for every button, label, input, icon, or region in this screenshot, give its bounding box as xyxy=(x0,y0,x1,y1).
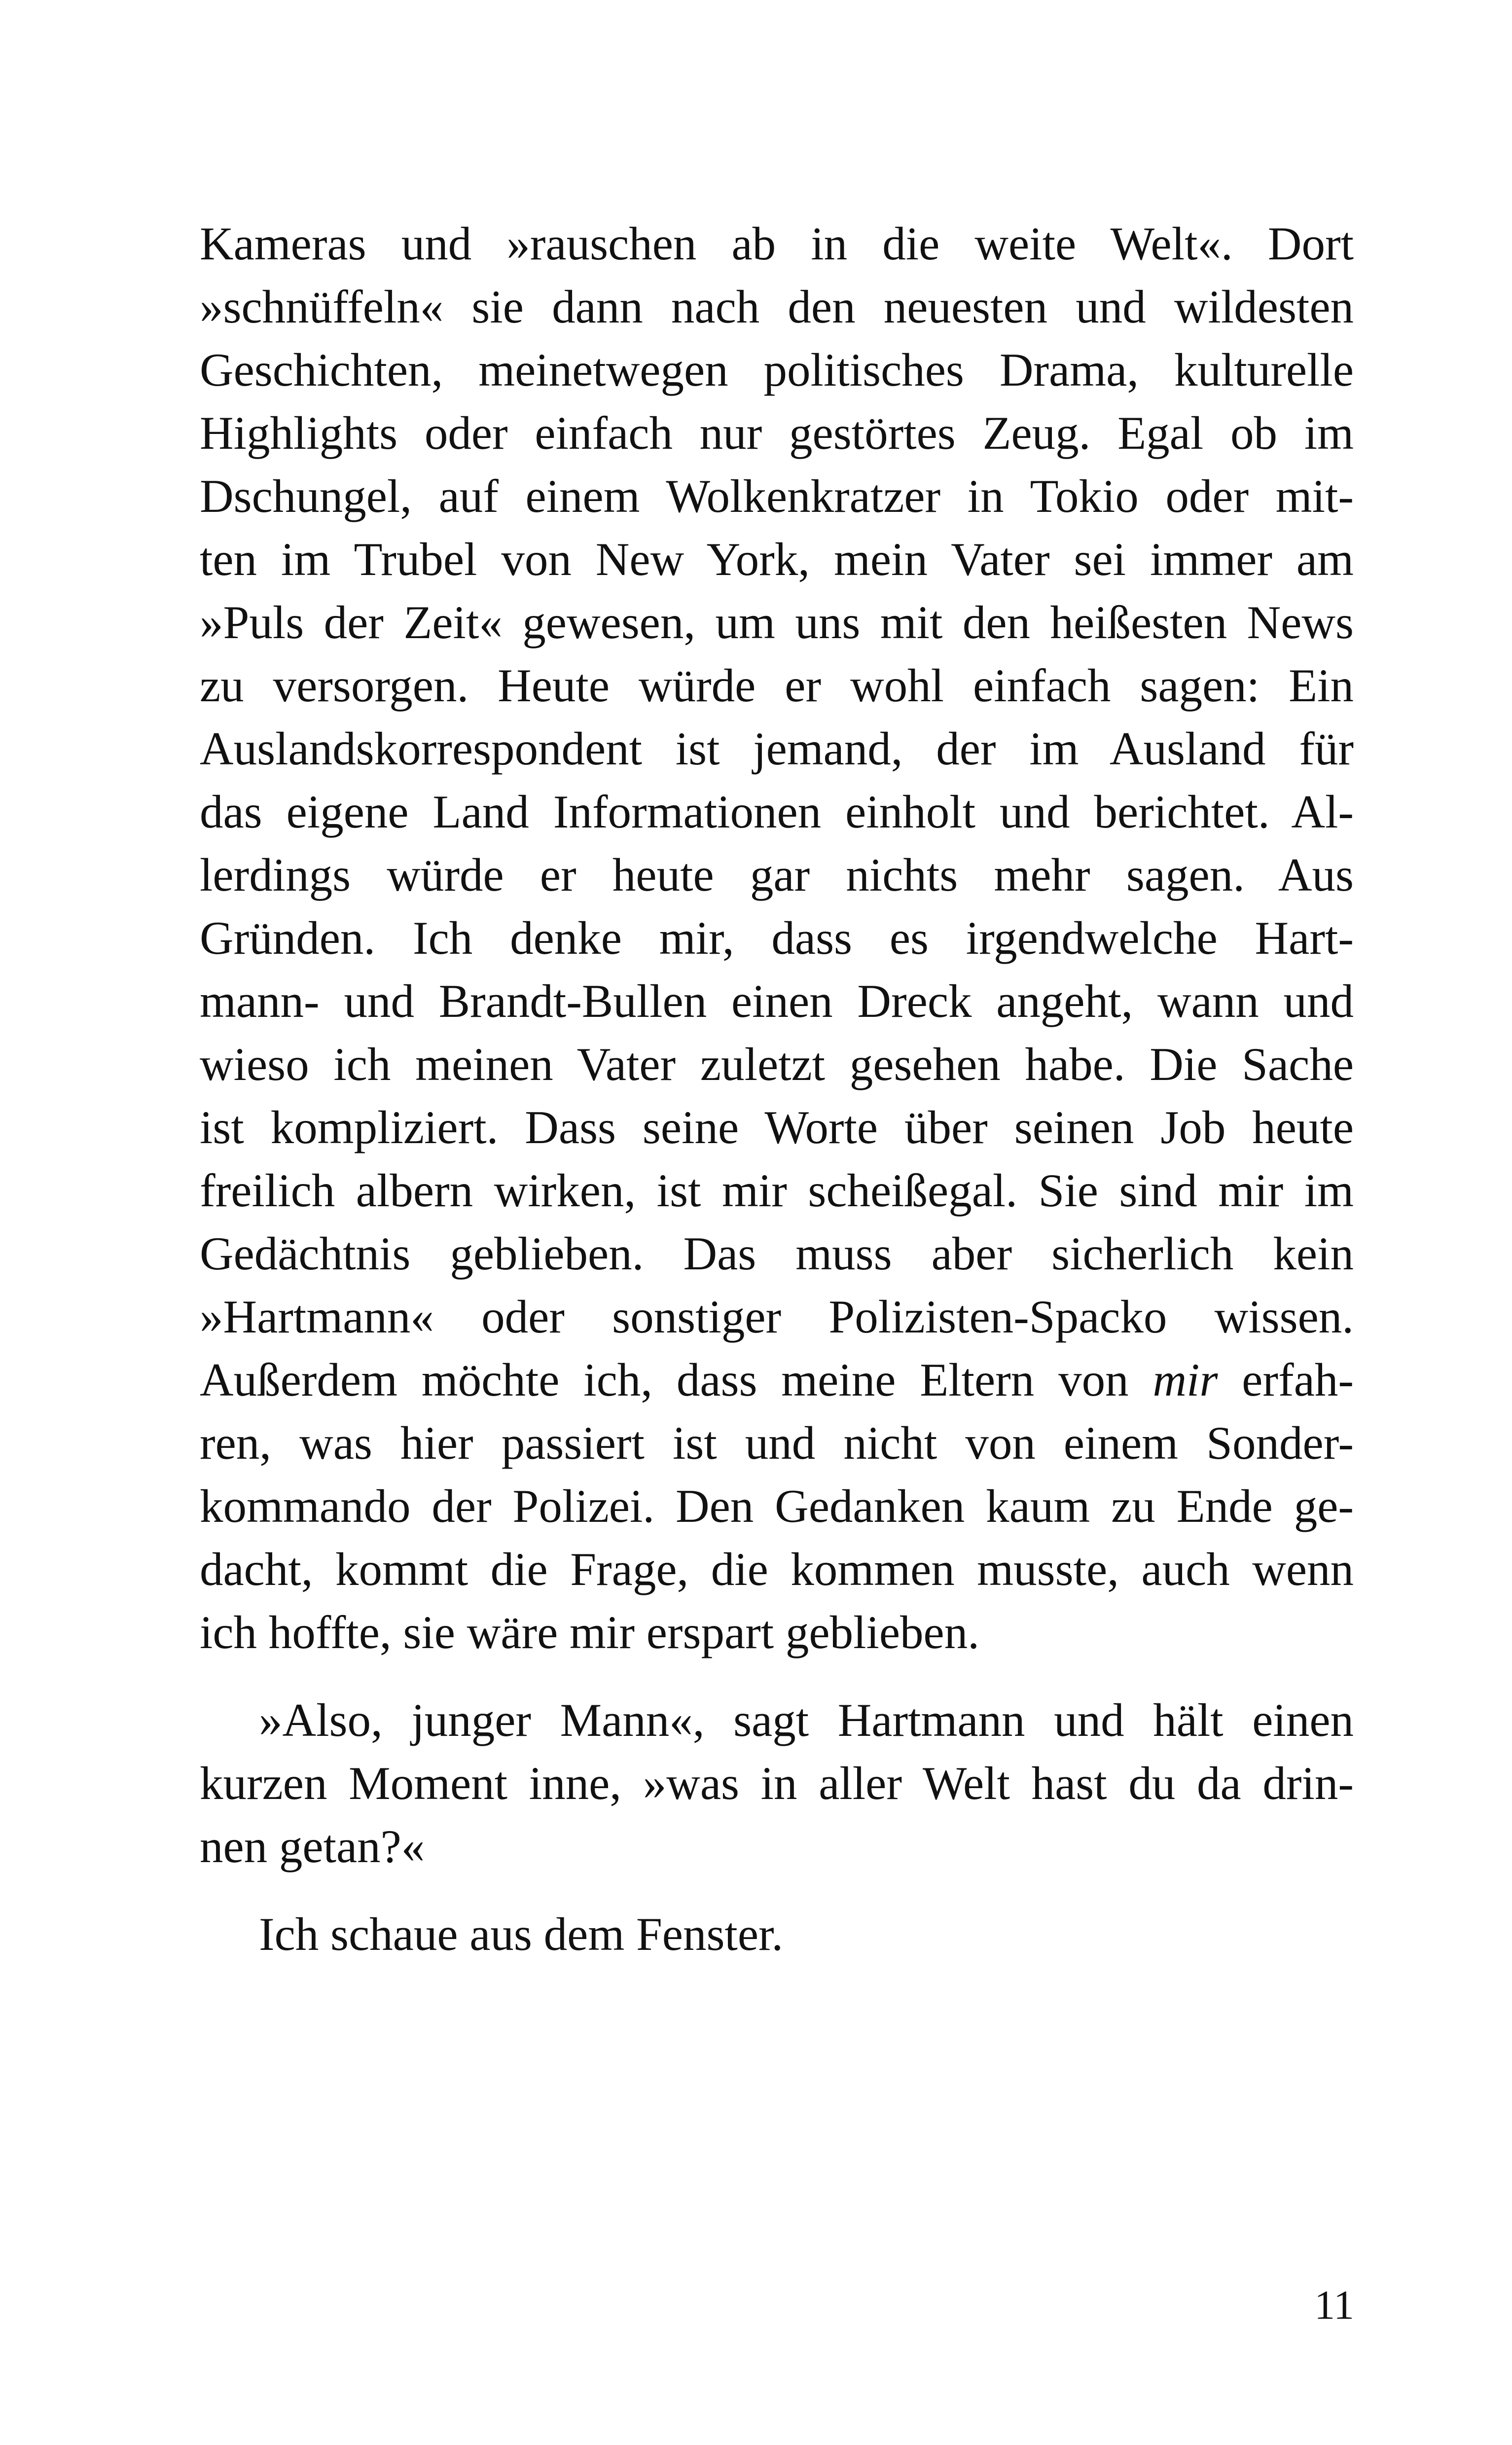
body-text xyxy=(200,212,1354,1966)
text-line: Auslandskorrespondent ist jemand, der im Ausland für xyxy=(200,722,1354,775)
text-line: »schnüffeln« sie dann nach den neuesten und wildesten xyxy=(200,281,1354,333)
text-line: nen getan?« xyxy=(200,1820,425,1872)
text-line: »Puls der Zeit« gewesen, um uns mit den heißesten News xyxy=(200,596,1354,648)
text-line: ren, was hier passiert ist und nicht von einem Sonder- xyxy=(200,1417,1354,1469)
page-number: 11 xyxy=(1314,2282,1354,2328)
text-line: das eigene Land Informationen einholt und berichtet. Al- xyxy=(200,786,1354,838)
text-run: erfah- xyxy=(1218,1354,1354,1406)
text-line: ten im Trubel von New York, mein Vater sei immer am xyxy=(200,533,1354,585)
text-line: wieso ich meinen Vater zuletzt gesehen habe. Die Sache xyxy=(200,1038,1354,1090)
text-line-with-emphasis xyxy=(200,1348,1354,1411)
text-line: »Also, junger Mann«, sagt Hartmann und hält einen xyxy=(259,1694,1354,1746)
text-line: »Hartmann« oder sonstiger Polizisten-Spacko wissen. xyxy=(200,1291,1354,1343)
paragraph-3 xyxy=(200,1903,1354,1966)
text-line: ist kompliziert. Dass seine Worte über seinen Job heute xyxy=(200,1101,1354,1153)
text-line: Highlights oder einfach nur gestörtes Zeug. Egal ob im xyxy=(200,407,1354,459)
text-line: zu versorgen. Heute würde er wohl einfach sagen: Ein xyxy=(200,659,1354,712)
text-line: lerdings würde er heute gar nichts mehr sagen. Aus xyxy=(200,849,1354,901)
text-run: Außerdem möchte ich, dass meine Eltern von xyxy=(200,1354,1153,1406)
emphasized-word: mir xyxy=(1152,1354,1218,1406)
text-line: Ich schaue aus dem Fenster. xyxy=(259,1908,784,1960)
text-line: mann- und Brandt-Bullen einen Dreck angeht, wann und xyxy=(200,975,1354,1027)
text-line: Gründen. Ich denke mir, dass es irgendwelche Hart- xyxy=(200,912,1354,964)
paragraph-1 xyxy=(200,212,1354,1664)
text-line: dacht, kommt die Frage, die kommen musste, auch wenn xyxy=(200,1543,1354,1595)
paragraph-spacing xyxy=(200,1878,1354,1903)
paragraph-spacing xyxy=(200,1664,1354,1689)
text-line: freilich albern wirken, ist mir scheißegal. Sie sind mir im xyxy=(200,1164,1354,1217)
text-line: Geschichten, meinetwegen politisches Drama, kulturelle xyxy=(200,344,1354,396)
text-line: kurzen Moment inne, »was in aller Welt hast du da drin- xyxy=(200,1757,1354,1809)
text-line: Dschungel, auf einem Wolkenkratzer in Tokio oder mit- xyxy=(200,470,1354,522)
paragraph-2 xyxy=(200,1689,1354,1878)
text-line: Gedächtnis geblieben. Das muss aber sicherlich kein xyxy=(200,1227,1354,1280)
text-line: Kameras und »rauschen ab in die weite Welt«. Dort xyxy=(200,217,1354,270)
text-line: ich hoffte, sie wäre mir erspart geblieben. xyxy=(200,1606,979,1658)
text-line: kommando der Polizei. Den Gedanken kaum zu Ende ge- xyxy=(200,1480,1354,1532)
